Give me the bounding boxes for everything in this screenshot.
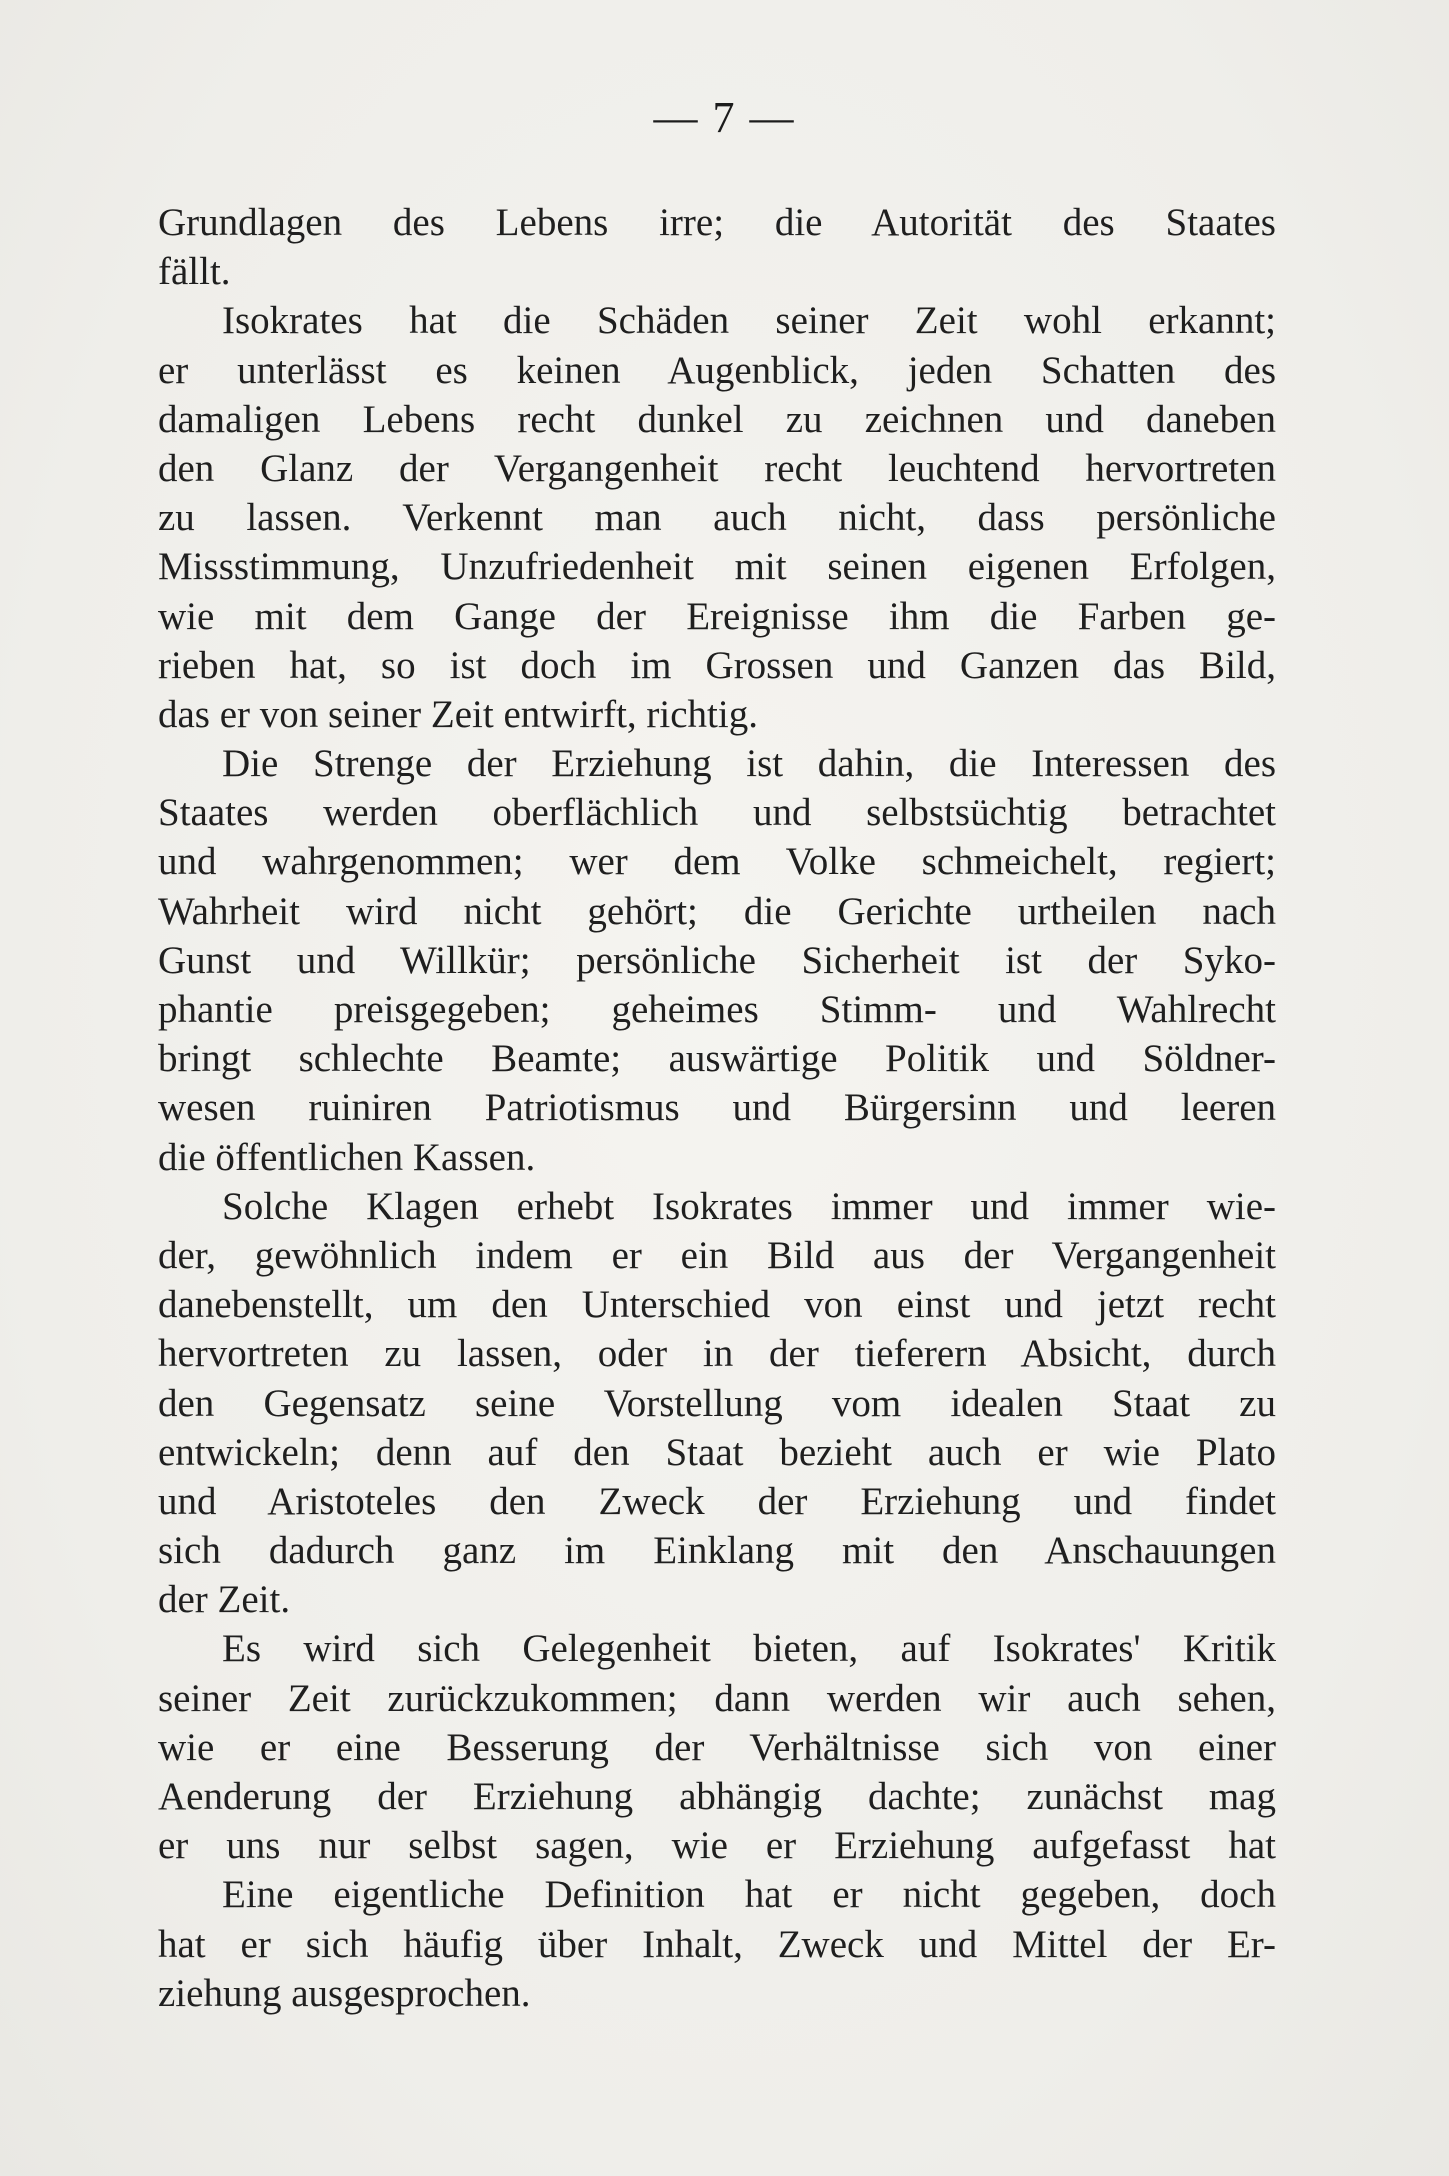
text-line: er unterlässt es keinen Augenblick, jeden Schatten des <box>158 348 1276 392</box>
text-line: die öffentlichen Kassen. <box>158 1135 536 1179</box>
text-line: er uns nur selbst sagen, wie er Erziehung aufgefasst hat <box>158 1824 1276 1868</box>
text-line: rieben hat, so ist doch im Grossen und Ganzen das Bild, <box>158 643 1276 687</box>
text-line: Wahrheit wird nicht gehört; die Gerichte urtheilen nach <box>158 889 1276 933</box>
text-line: Grundlagen des Lebens irre; die Autorität des Staates <box>158 201 1276 244</box>
text-line: der Zeit. <box>158 1578 291 1622</box>
text-line: Eine eigentliche Definition hat er nicht gegeben, doch <box>222 1873 1276 1917</box>
text-line: fällt. <box>158 250 231 294</box>
text-line: wesen ruiniren Patriotismus und Bürgersinn und leeren <box>158 1086 1276 1130</box>
text-line: den Glanz der Vergangenheit recht leuchtend hervortreten <box>158 446 1276 490</box>
text-line: Isokrates hat die Schäden seiner Zeit wohl erkannt; <box>222 299 1276 343</box>
text-line: phantie preisgegeben; geheimes Stimm- und Wahlrecht <box>158 988 1276 1031</box>
text-line: Aenderung der Erziehung abhängig dachte; zunächst mag <box>158 1775 1276 1818</box>
text-line: bringt schlechte Beamte; auswärtige Politik und Söldner- <box>158 1037 1276 1081</box>
paragraph <box>158 1624 1276 1870</box>
text-line: Es wird sich Gelegenheit bieten, auf Isokrates' Kritik <box>222 1627 1276 1671</box>
paragraph <box>158 1870 1276 2018</box>
page-number: — 7 — <box>653 93 796 142</box>
text-line: damaligen Lebens recht dunkel zu zeichnen und daneben <box>158 397 1276 441</box>
text-line: sich dadurch ganz im Einklang mit den Anschauungen <box>158 1529 1276 1573</box>
paragraph <box>158 198 1276 296</box>
paragraph <box>158 739 1276 1182</box>
text-line: den Gegensatz seine Vorstellung vom idealen Staat zu <box>158 1381 1276 1425</box>
text-line: zu lassen. Verkennt man auch nicht, dass persönliche <box>158 496 1276 540</box>
text-line: hat er sich häufig über Inhalt, Zweck und Mittel der Er- <box>158 1922 1276 1966</box>
text-line: wie mit dem Gange der Ereignisse ihm die Farben ge- <box>158 594 1276 638</box>
text-line: seiner Zeit zurückzukommen; dann werden wir auch sehen, <box>158 1676 1276 1720</box>
text-line: und Aristoteles den Zweck der Erziehung und findet <box>158 1479 1276 1523</box>
text-line: hervortreten zu lassen, oder in der tieferern Absicht, durch <box>158 1332 1276 1376</box>
text-line: wie er eine Besserung der Verhältnisse sich von einer <box>158 1725 1276 1769</box>
body-text <box>158 198 1276 2018</box>
text-line: danebenstellt, um den Unterschied von einst und jetzt recht <box>158 1283 1276 1327</box>
text-line: Missstimmung, Unzufriedenheit mit seinen eigenen Erfolgen, <box>158 545 1276 589</box>
text-line: Staates werden oberflächlich und selbstsüchtig betrachtet <box>158 791 1276 835</box>
text-line: ziehung ausgesprochen. <box>158 1971 531 2015</box>
text-line: der, gewöhnlich indem er ein Bild aus der Vergangenheit <box>158 1233 1276 1277</box>
text-line: und wahrgenommen; wer dem Volke schmeichelt, regiert; <box>158 840 1276 884</box>
paragraph <box>158 296 1276 739</box>
text-line: das er von seiner Zeit entwirft, richtig. <box>158 692 758 736</box>
text-line: entwickeln; denn auf den Staat bezieht auch er wie Plato <box>158 1430 1276 1474</box>
paragraph <box>158 1182 1276 1625</box>
text-line: Gunst und Willkür; persönliche Sicherheit ist der Syko- <box>158 938 1276 982</box>
text-line: Solche Klagen erhebt Isokrates immer und immer wie- <box>222 1184 1276 1228</box>
text-line: Die Strenge der Erziehung ist dahin, die Interessen des <box>222 742 1276 786</box>
